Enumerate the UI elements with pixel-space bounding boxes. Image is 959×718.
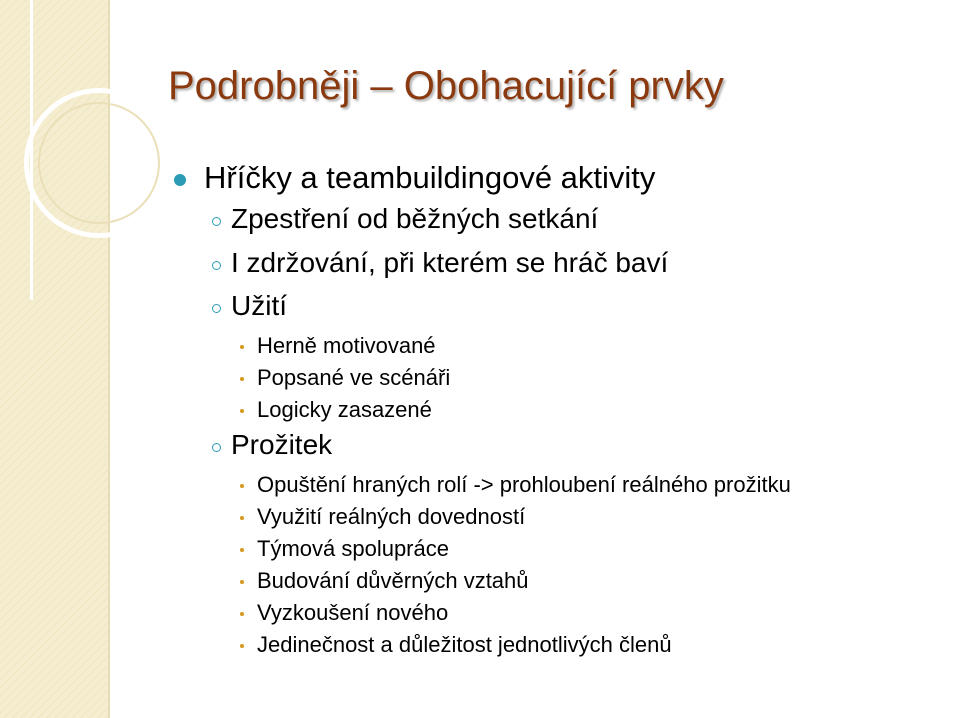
bullet-ring-icon — [212, 304, 221, 313]
sub-item: Užití — [231, 290, 287, 321]
bullet-ring-icon — [212, 443, 221, 452]
sub-item: Zpestření od běžných setkání — [231, 203, 599, 234]
bullet-ring-icon — [212, 217, 221, 226]
detail-item: Vyzkoušení nového — [257, 600, 449, 625]
detail-item: Opuštění hraných rolí -> prohloubení reálného prožitku — [257, 472, 791, 497]
bullet-level1: Hříčky a teambuildingové aktivity — [204, 160, 656, 195]
bullet-small-dot-icon — [240, 377, 244, 381]
bullet-small-dot-icon — [240, 548, 244, 552]
bullet-small-dot-icon — [240, 345, 244, 349]
detail-item: Logicky zasazené — [257, 397, 432, 422]
sub-item: Prožitek — [231, 429, 333, 460]
decorative-inner-circle — [38, 102, 160, 224]
detail-item: Jedinečnost a důležitost jednotlivých členů — [257, 632, 672, 657]
bullet-ring-icon — [212, 261, 221, 270]
bullet-small-dot-icon — [240, 484, 244, 488]
sub-item: I zdržování, při kterém se hráč baví — [231, 247, 669, 278]
bullet-small-dot-icon — [240, 644, 244, 648]
detail-item: Týmová spolupráce — [257, 536, 449, 561]
bullet-small-dot-icon — [240, 409, 244, 413]
detail-item: Využití reálných dovedností — [257, 504, 526, 529]
detail-item: Herně motivované — [257, 333, 436, 358]
bullet-small-dot-icon — [240, 516, 244, 520]
slide-title: Podrobněji – Obohacující prvky — [168, 64, 724, 108]
bullet-small-dot-icon — [240, 612, 244, 616]
bullet-dot-icon — [174, 174, 186, 186]
bullet-small-dot-icon — [240, 580, 244, 584]
detail-item: Budování důvěrných vztahů — [257, 568, 529, 593]
detail-item: Popsané ve scénáři — [257, 365, 451, 390]
